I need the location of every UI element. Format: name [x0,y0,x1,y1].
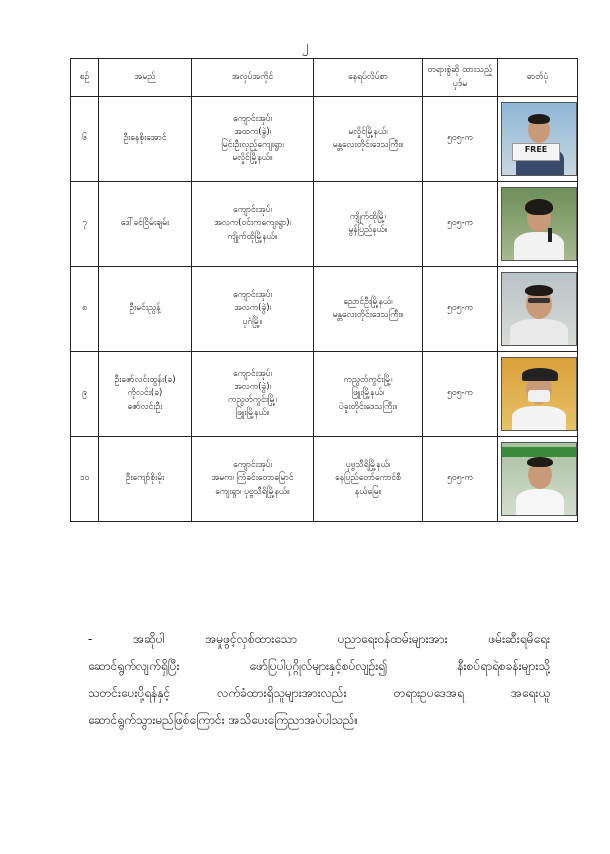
name-line: ဦးဇော်လင်းထွန်း(ခ) [114,375,176,386]
name-line: ကိုလင်း(ခ) [127,388,163,399]
address-line: မန္တလေးတိုင်းဒေသကြီး။ [332,140,404,150]
occupation-line: အထက(ခွဲ)၊ [233,126,272,137]
occupation-line: ကညွတ်ကွင်းမြို့၊ [228,395,277,405]
address-line: ကျိုက်ထိုမြို့၊ [349,211,387,222]
glasses-icon [528,298,550,303]
occupation-cell [192,182,314,267]
serial-cell: ၆ [71,97,99,182]
paragraph-line: ဆောင်ရွက်လျက်ရှိပြီး ဖော်ပြပါပုဂ္ဂိုလ်များနှင့်စပ်လျဉ်း၍ နီးစပ်ရာရဲစခန်းများသို့ [88,659,550,673]
microphone-icon [548,228,552,242]
address-cell [314,267,423,352]
occupation-line: အမက၊ ကြံခင်းတောမြောင် [211,473,294,484]
address-line: ပဲခူးတိုင်းဒေသကြီး။ [338,401,398,412]
occupation-line: အလက(ခွဲ)၊ [234,381,271,392]
address-cell [314,437,423,522]
table-row [71,352,578,437]
address-cell [314,97,423,182]
name-line: ဇော်လင်းဦး [127,401,163,412]
photo-cell [498,182,578,267]
address-line: ပုဗ္ဗသီရိမြို့နယ်၊ [345,460,391,471]
occupation-line: ကျေးရွာ၊ ပုဗ္ဗသီရိမြို့နယ်။ [215,486,290,497]
occupation-line: ပုဂံမြို့။ [242,316,263,327]
section-cell: ၅၀၅-က [423,182,498,267]
wanted-teachers-table [70,58,578,522]
name-cell: ဦးကျော်စိုးမိုး [99,437,192,522]
paragraph-line: သတင်းပေးပို့ရန်နှင့် လက်ခံထားရှိသူများအားလည်း တရားဥပဒေအရ အရေးယူ [88,686,550,700]
address-line: ညောင်ဦးမြို့နယ်၊ [343,296,393,307]
occupation-line: အလက(ဝင်းကကျေးရွာ)၊ [214,218,291,229]
address-line: နယ်မြေ။ [354,486,382,497]
occupation-line: ကျောင်းအုပ်၊ [233,290,272,301]
serial-cell: ၁၀ [71,437,99,522]
occupation-cell [192,437,314,522]
table-row [71,437,578,522]
header-occupation: အလုပ်အကိုင် [192,59,314,97]
occupation-line: မလှိုင်မြို့နယ်။ [232,153,273,164]
name-cell: ဦးနေစိုးအောင် [99,97,192,182]
header-serial: စဉ် [71,59,99,97]
photo-cell [498,437,578,522]
person-photo [501,272,577,346]
header-section: တရားစွဲဆို ထားသည့်ပုဒ်မ [423,59,498,97]
name-cell: ဒေါ်ခင်ငြိမ်းချမ်း [99,182,192,267]
banner-strip [502,447,576,457]
notice-paragraph [88,626,550,734]
photo-cell [498,352,578,437]
header-name: အမည် [99,59,192,97]
occupation-line: အလက(ခွဲ)၊ [234,303,271,314]
section-cell: ၅၀၅-က [423,267,498,352]
occupation-cell [192,267,314,352]
table-row [71,267,578,352]
address-cell [314,352,423,437]
address-line: မလှိုင်မြို့နယ်၊ [348,126,388,137]
address-cell [314,182,423,267]
face-mask-icon [528,390,550,402]
section-cell: ၅၀၅-က [423,97,498,182]
header-photo: ဓာတ်ပုံ [498,59,578,97]
serial-cell: ၉ [71,352,99,437]
table-row [71,182,578,267]
protest-sign: FREE [512,143,560,161]
page-number: ၂ [301,39,309,54]
photo-cell [498,97,578,182]
address-line: နေပြည်တော်ကောင်စီ [335,473,401,484]
address-line: ကညွတ်ကွင်းမြို့၊ [343,375,393,386]
address-line: မန္တလေးတိုင်းဒေသကြီး။ [332,310,404,320]
table-header-row [71,59,578,97]
occupation-line: ကျိုက်ထိုမြို့နယ်။ [227,231,278,242]
paragraph-line: - အဆိုပါ အမှုဖွင့်လှစ်ထားသော ပညာရေးဝန်ထမ်းများအား ဖမ်းဆီးရမိရေး [88,632,550,646]
cap-icon [522,368,558,381]
occupation-cell [192,97,314,182]
occupation-line: ကျောင်းအုပ်၊ [233,113,272,124]
occupation-line: ဖြူးမြို့နယ်။ [235,408,270,419]
photo-cell [498,267,578,352]
table-row [71,97,578,182]
serial-cell: ၇ [71,182,99,267]
section-cell: ၅၀၅-က [423,437,498,522]
occupation-line: မြင်းဦးလှည့်ကျေးရွာ၊ [221,140,284,150]
person-photo [501,442,577,516]
person-photo [501,102,577,176]
header-address: နေရပ်လိပ်စာ [314,59,423,97]
paragraph-line: ဆောင်ရွက်သွားမည်ဖြစ်ကြောင်း အသိပေးကြေညာအပ်ပါသည်။ [88,713,359,727]
occupation-line: ကျောင်းအုပ်၊ [233,205,272,216]
address-line: မွန်ပြည်နယ်။ [348,225,388,235]
occupation-line: ကျောင်းအုပ်၊ [233,368,272,379]
person-photo [501,187,577,261]
name-cell [99,352,192,437]
occupation-line: ကျောင်းအုပ်၊ [233,460,272,471]
section-cell: ၅၀၅-က [423,352,498,437]
name-cell: ဦးမင်းညွန့် [99,267,192,352]
person-photo [501,357,577,431]
occupation-cell [192,352,314,437]
serial-cell: ၈ [71,267,99,352]
address-line: ဖြူးမြို့နယ်၊ [351,388,385,399]
